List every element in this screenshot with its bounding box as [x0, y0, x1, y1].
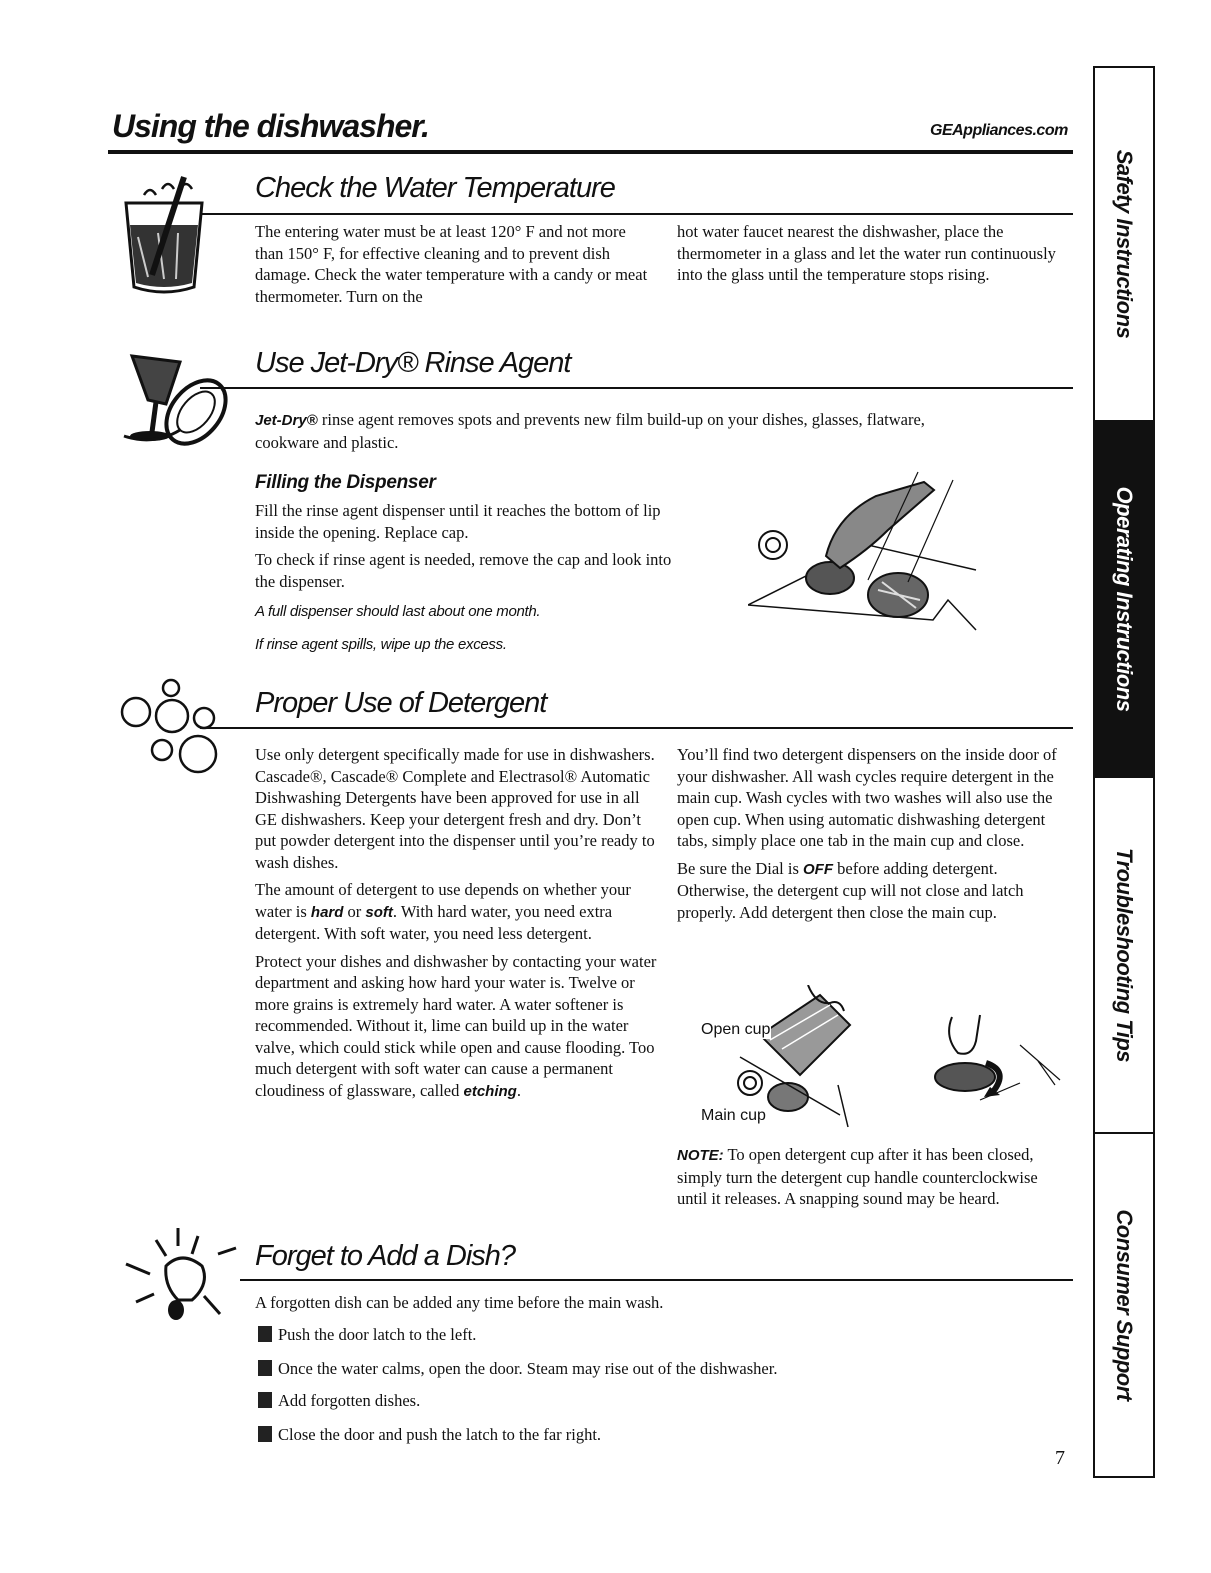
detergent-p1: Use only detergent specifically made for use in dishwashers. Cascade®, Cascade® Complete and Electrasol® Automatic Dishwashing Detergents have been approved for use in all GE dishwashers. Keep your detergent fresh and dry. Don’t put powder detergent into the dispenser until you’re ready to wash dishes.	[255, 745, 655, 872]
detergent-r1: You’ll find two detergent dispensers on the inside door of your dishwasher. All wash cycles require detergent in the main cup. Wash cycles with two washes will also use the open cup. When using automatic dishwashing detergent tabs, simply place one tab in the main cup and close.	[677, 745, 1057, 850]
detergent-p2: The amount of detergent to use depends on whether your water is hard or soft. With hard water, you need extra detergent. With soft water, you need less detergent.	[255, 880, 631, 943]
title-rule	[108, 150, 1073, 154]
section-heading-jet-dry: Use Jet-Dry® Rinse Agent	[255, 347, 571, 379]
rinse-dispenser-illustration	[748, 470, 983, 655]
section-rule	[200, 727, 1073, 729]
forget-step-3: Add forgotten dishes.	[258, 1390, 420, 1412]
subheading-filling-dispenser: Filling the Dispenser	[255, 472, 436, 493]
forget-intro: A forgotten dish can be added any time before the main wash.	[255, 1293, 664, 1312]
detergent-r2: Be sure the Dial is OFF before adding detergent. Otherwise, the detergent cup will not close and latch properly. Add detergent then close the main cup.	[677, 858, 1024, 922]
tab-troubleshooting-tips[interactable]	[1095, 778, 1153, 1134]
section-rule	[200, 387, 1073, 389]
tab-label: Consumer Support	[1112, 1209, 1137, 1401]
water-temp-col2: hot water faucet nearest the dishwasher, place the thermometer in a glass and let the water run continuously into the glass until the temperature stops rising.	[677, 222, 1056, 284]
detergent-note	[677, 1144, 1057, 1210]
light-bulb-icon	[116, 1218, 246, 1323]
section-rule	[200, 213, 1073, 215]
note-text: To open detergent cup after it has been closed, simply turn the detergent cup handle counterclockwise until it releases. A snapping sound may be heard.	[677, 1145, 1038, 1208]
tab-label: Troubleshooting Tips	[1112, 847, 1137, 1063]
page-title: Using the dishwasher.	[112, 108, 429, 144]
site-url: GEAppliances.com	[930, 122, 1068, 139]
section-rule	[240, 1279, 1073, 1281]
page-number: 7	[1055, 1447, 1065, 1469]
tab-label: Operating Instructions	[1112, 486, 1137, 712]
filling-note2: If rinse agent spills, wipe up the excess.	[255, 636, 507, 653]
forget-step-2: Once the water calms, open the door. Steam may rise out of the dishwasher.	[258, 1358, 777, 1380]
tab-safety-instructions[interactable]	[1095, 68, 1153, 422]
main-cup-label: Main cup	[701, 1107, 766, 1124]
detergent-p3: Protect your dishes and dishwasher by contacting your water department and asking how hard your water is. Twelve or more grains is extremely hard water. A water softener is recommended. Without it, lime can build up in the water valve, which could stick while open and cause flooding. Too much detergent with soft water can cause a permanent cloudiness of glassware, called etching.	[255, 951, 657, 1100]
water-temp-col1: The entering water must be at least 120° F and not more than 150° F, for effective cleaning and to prevent dish damage. Check the water temperature with a candy or meat thermometer. Turn on the	[255, 222, 648, 306]
filling-p1: Fill the rinse agent dispenser until it reaches the bottom of lip inside the opening. Replace cap.	[255, 501, 661, 542]
tab-consumer-support[interactable]	[1095, 1134, 1153, 1476]
detergent-right-column	[677, 744, 1067, 929]
glass-thermometer-icon	[118, 175, 218, 295]
bubbles-icon	[116, 676, 226, 776]
tab-label: Safety Instructions	[1112, 149, 1137, 339]
step-bullet	[258, 1426, 272, 1442]
detergent-left-column	[255, 744, 660, 1108]
section-heading-detergent: Proper Use of Detergent	[255, 687, 547, 719]
jet-dry-intro-text: rinse agent removes spots and prevents new film build-up on your dishes, glasses, flatware, cookware and plastic.	[255, 410, 925, 452]
step-bullet	[258, 1326, 272, 1342]
section-heading-water-temperature: Check the Water Temperature	[255, 172, 615, 204]
step-bullet	[258, 1392, 272, 1408]
glass-and-plate-icon	[118, 340, 228, 455]
filling-p2: To check if rinse agent is needed, remove the cap and look into the dispenser.	[255, 550, 672, 591]
open-cup-label: Open cup	[701, 1021, 771, 1038]
jet-dry-brand: Jet-Dry®	[255, 412, 318, 429]
step-bullet	[258, 1360, 272, 1376]
forget-step-4: Close the door and push the latch to the far right.	[258, 1424, 601, 1446]
section-tab-bar	[1093, 66, 1155, 1478]
section-heading-forget-dish: Forget to Add a Dish?	[255, 1240, 516, 1272]
jet-dry-intro	[255, 409, 985, 453]
note-label: NOTE:	[677, 1147, 724, 1164]
filling-note1: A full dispenser should last about one month.	[255, 603, 541, 620]
filling-instructions	[255, 500, 695, 598]
forget-step-1: Push the door latch to the left.	[258, 1324, 476, 1346]
tab-operating-instructions[interactable]	[1095, 422, 1153, 778]
